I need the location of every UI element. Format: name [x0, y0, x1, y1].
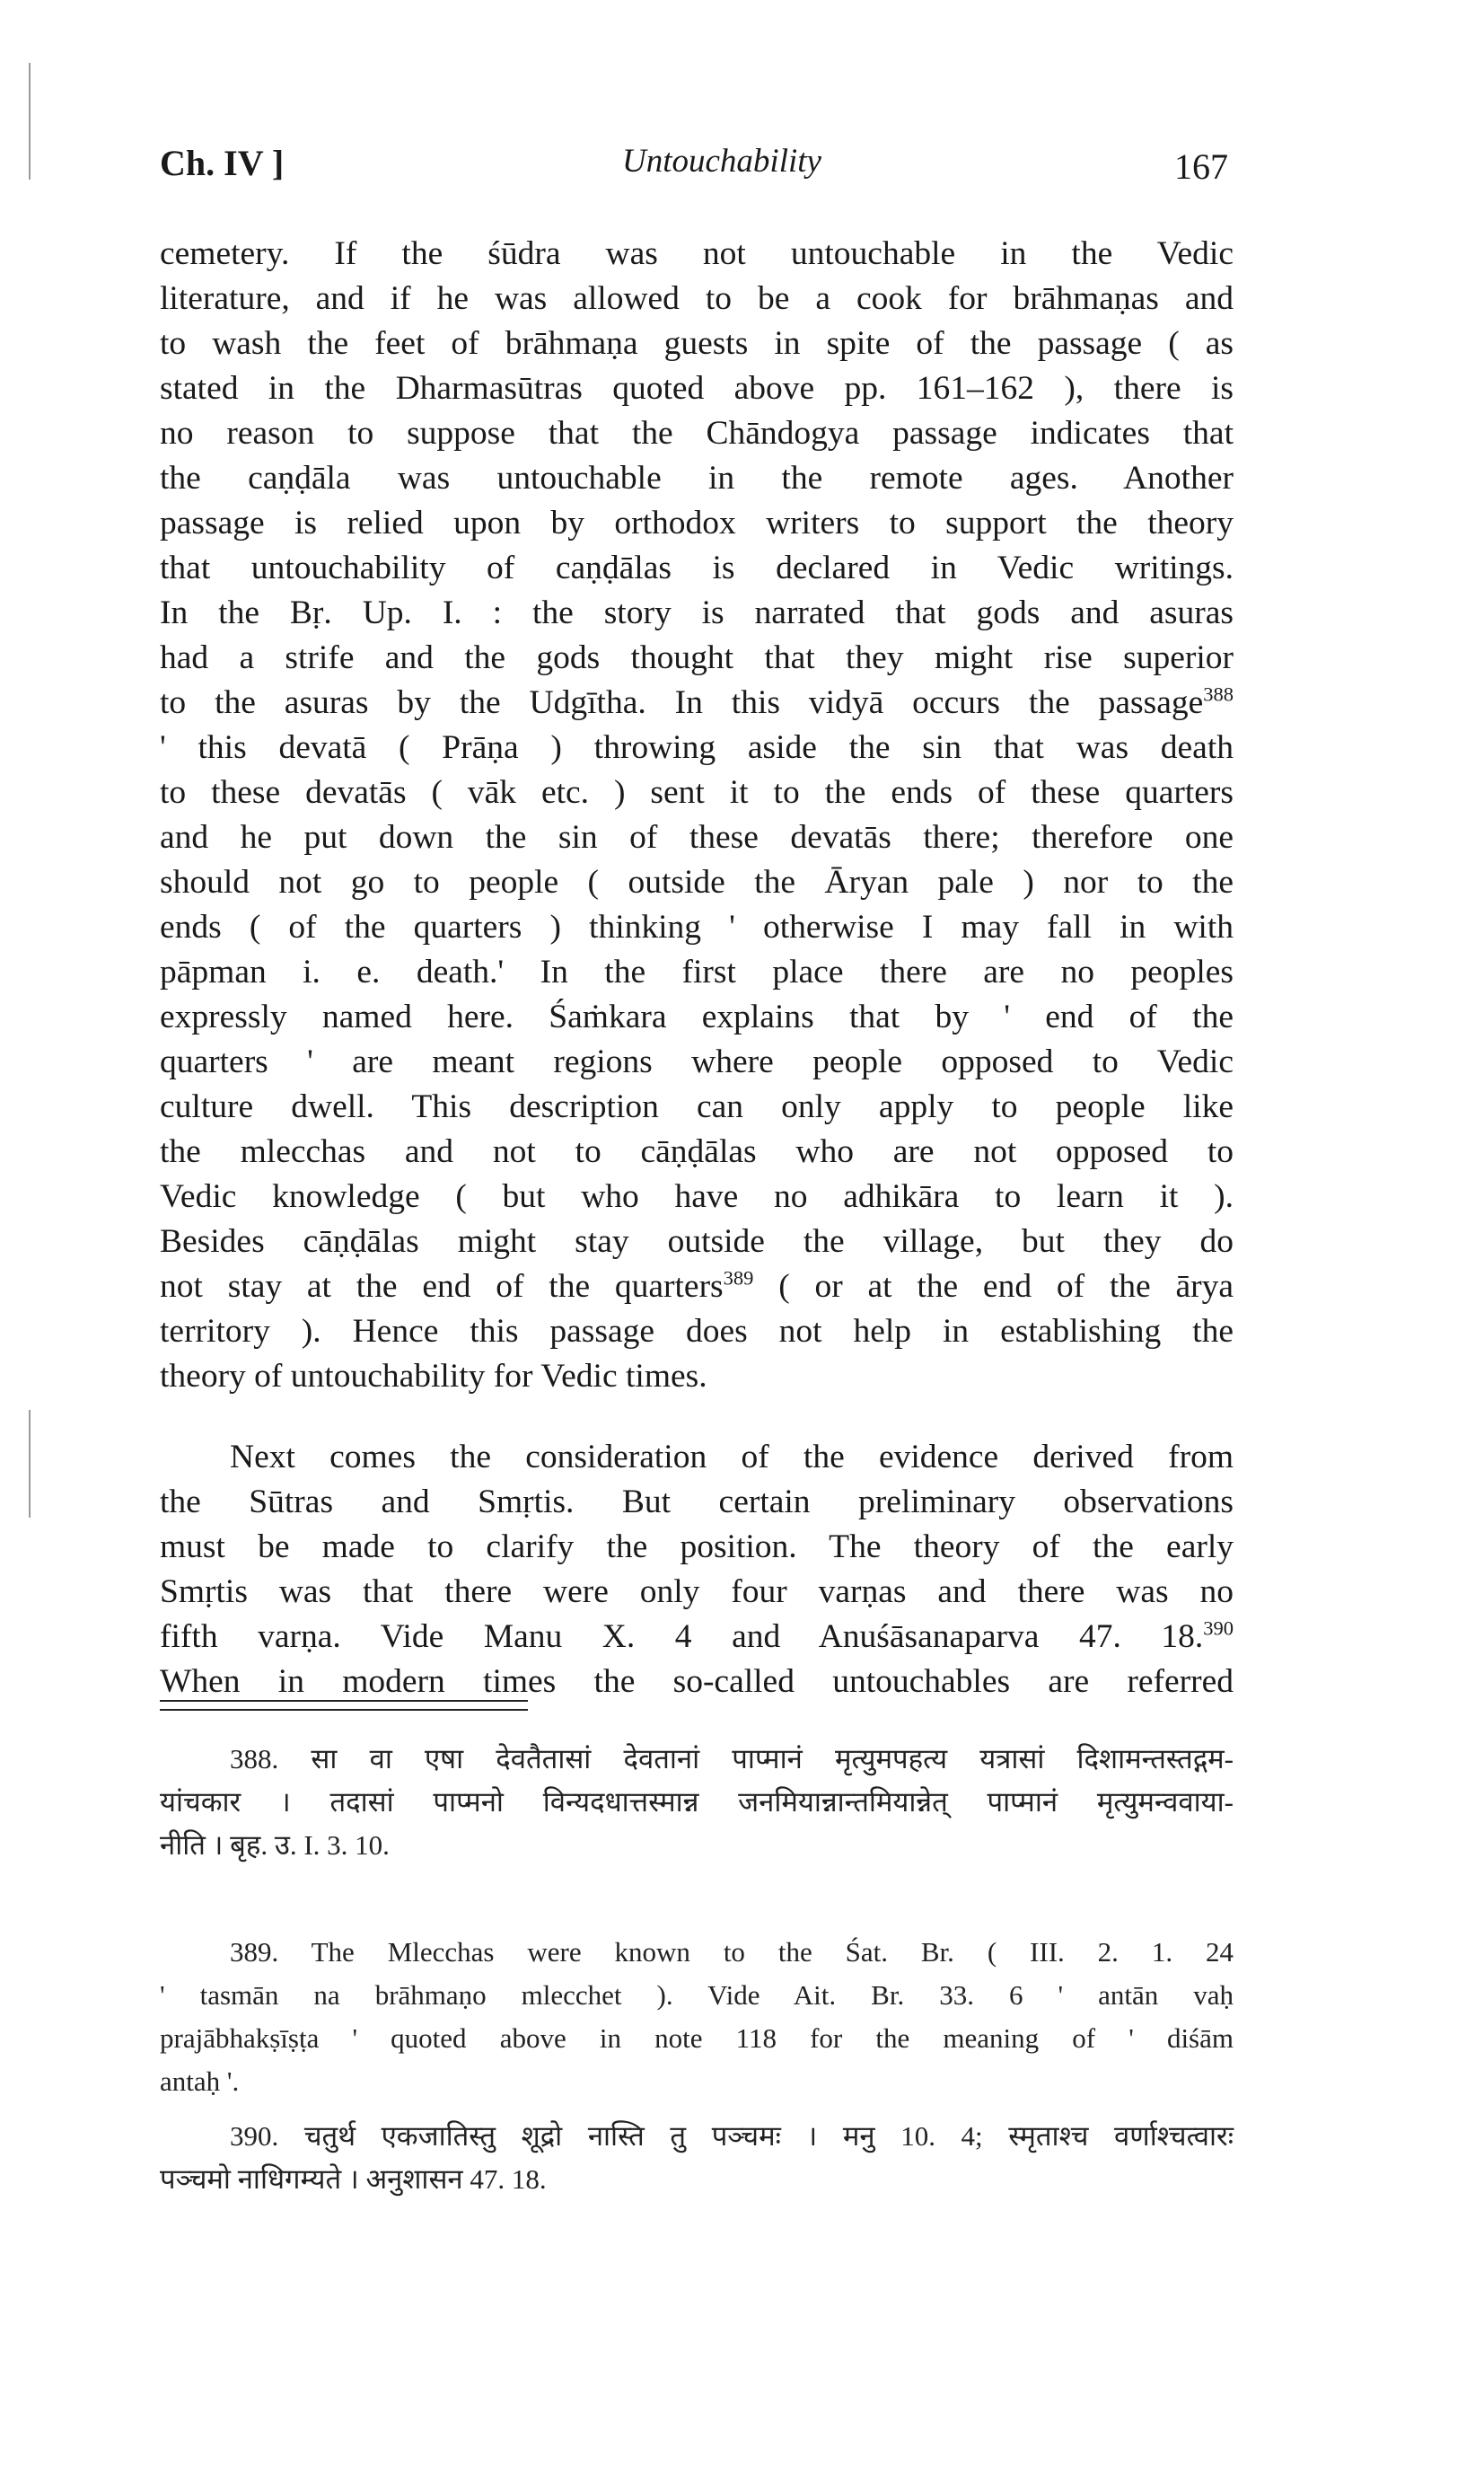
footnote-line: यांचकार । तदासां पाप्मनो विन्यदधात्तस्मान्न जनमियान्नान्तमियान्नेत् पाप्मानं मृत्युमन्ववाया- — [160, 1786, 1234, 1818]
footnote-ref-388[interactable]: 388 — [1203, 682, 1234, 706]
text-span: ( or at the end of the ārya — [753, 1268, 1234, 1305]
footnote-number: 389. — [230, 1936, 279, 1968]
chapter-label: Ch. IV ] — [160, 143, 285, 183]
footnote-text: सा वा एषा देवतैतासां देवतानां पाप्मानं मृत्युमपहत्य यत्रासां दिशामन्तस्तद्गम- — [311, 1743, 1234, 1774]
text-line: theory of untouchability for Vedic times. — [160, 1358, 707, 1395]
text-line: pāpman i. e. death.' In the first place there are no peoples — [160, 954, 1234, 991]
footnote-390 — [160, 2115, 1234, 2201]
running-title: Untouchability — [622, 143, 821, 180]
text-line: Vedic knowledge ( but who have no adhikāra to learn it ). — [160, 1178, 1234, 1215]
footnote-389 — [160, 1931, 1234, 2103]
text-line: literature, and if he was allowed to be a cook for brāhmaṇas and — [160, 280, 1234, 317]
text-span: not stay at the end of the quarters — [160, 1268, 724, 1305]
text-line: the Sūtras and Smṛtis. But certain preliminary observations — [160, 1484, 1234, 1520]
text-line: territory ). Hence this passage does not help in establishing the — [160, 1313, 1234, 1350]
footnote-ref-390[interactable]: 390 — [1203, 1616, 1234, 1640]
text-line: must be made to clarify the position. The theory of the early — [160, 1528, 1234, 1565]
scan-edge-mark — [29, 63, 31, 180]
footnote-line: antaḥ '. — [160, 2065, 240, 2097]
footnote-number: 390. — [230, 2120, 279, 2152]
text-line: to these devatās ( vāk etc. ) sent it to the ends of these quarters — [160, 774, 1234, 811]
text-line: culture dwell. This description can only apply to people like — [160, 1088, 1234, 1125]
footnote-line — [160, 1931, 1234, 1974]
text-line: expressly named here. Śaṁkara explains that by ' end of the — [160, 999, 1234, 1035]
text-line — [160, 681, 1234, 726]
text-line: passage is relied upon by orthodox writers to support the theory — [160, 505, 1234, 542]
text-line: the caṇḍāla was untouchable in the remote ages. Another — [160, 460, 1234, 497]
text-line: cemetery. If the śūdra was not untouchable in the Vedic — [160, 235, 1234, 272]
paragraph-2 — [160, 1435, 1234, 1704]
scan-edge-mark — [29, 1410, 31, 1518]
footnote-line — [160, 1738, 1234, 1781]
text-line: and he put down the sin of these devatās there; therefore one — [160, 819, 1234, 856]
text-line: had a strife and the gods thought that they might rise superior — [160, 639, 1234, 676]
page-number: 167 — [1174, 146, 1228, 187]
text-line: to wash the feet of brāhmaṇa guests in spite of the passage ( as — [160, 325, 1234, 362]
text-line: quarters ' are meant regions where people opposed to Vedic — [160, 1043, 1234, 1080]
text-line: ' this devatā ( Prāṇa ) throwing aside the sin that was death — [160, 729, 1234, 766]
text-line: Next comes the consideration of the evidence derived from — [230, 1439, 1234, 1475]
footnote-line: prajābhakṣīṣṭa ' quoted above in note 118 for the meaning of ' diśām — [160, 2022, 1234, 2054]
text-span: fifth varṇa. Vide Manu X. 4 and Anuśāsanaparva 47. 18. — [160, 1618, 1204, 1655]
text-line: ends ( of the quarters ) thinking ' otherwise I may fall in with — [160, 909, 1234, 946]
text-line: that untouchability of caṇḍālas is declared in Vedic writings. — [160, 550, 1234, 586]
text-line: In the Bṛ. Up. I. : the story is narrated that gods and asuras — [160, 594, 1234, 631]
text-line: should not go to people ( outside the Āryan pale ) nor to the — [160, 864, 1234, 901]
running-header — [160, 142, 1237, 196]
text-line: Besides cāṇḍālas might stay outside the village, but they do — [160, 1223, 1234, 1260]
text-line: the mlecchas and not to cāṇḍālas who are not opposed to — [160, 1133, 1234, 1170]
text-span: to the asuras by the Udgītha. In this vidyā occurs the passage — [160, 684, 1204, 721]
footnote-line: पञ्चमो नाधिगम्यते । अनुशासन 47. 18. — [160, 2163, 547, 2195]
text-line: no reason to suppose that the Chāndogya passage indicates that — [160, 415, 1234, 452]
footnote-388 — [160, 1738, 1234, 1867]
footnote-separator — [160, 1700, 528, 1711]
footnote-number: 388. — [230, 1743, 279, 1774]
footnote-text: चतुर्थ एकजातिस्तु शूद्रो नास्ति तु पञ्चमः । मनु 10. 4; स्मृताश्च वर्णाश्चत्वारः — [303, 2120, 1234, 2152]
footnote-line: नीति । बृह. उ. I. 3. 10. — [160, 1829, 390, 1861]
text-line — [160, 1615, 1234, 1660]
footnote-line: ' tasmān na brāhmaṇo mlecchet ). Vide Ait. Br. 33. 6 ' antān vaḥ — [160, 1979, 1234, 2011]
footnote-ref-389[interactable]: 389 — [723, 1266, 754, 1290]
text-line — [160, 1264, 1234, 1309]
text-line: Smṛtis was that there were only four varṇas and there was no — [160, 1573, 1234, 1610]
footnote-line — [160, 2115, 1234, 2158]
footnote-text: The Mlecchas were known to the Śat. Br. ( III. 2. 1. 24 — [311, 1936, 1234, 1968]
text-line: stated in the Dharmasūtras quoted above pp. 161–162 ), there is — [160, 370, 1234, 407]
text-line: When in modern times the so-called untouchables are referred — [160, 1663, 1234, 1700]
paragraph-1 — [160, 232, 1234, 1399]
